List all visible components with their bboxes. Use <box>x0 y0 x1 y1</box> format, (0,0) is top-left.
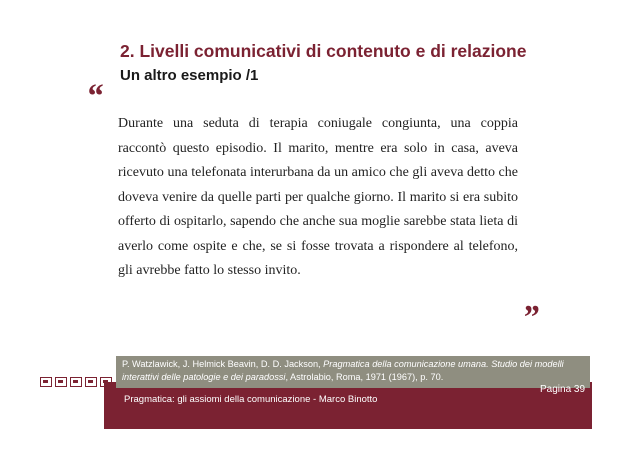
footer-course-title: Pragmatica: gli assiomi della comunicazione - Marco Binotto <box>124 394 378 405</box>
slide-subtitle: Un altro esempio /1 <box>120 67 259 84</box>
logo-glyph <box>40 377 52 387</box>
reference-publisher: , Astrolabio, Roma, 1971 (1967), p. 70. <box>285 372 444 382</box>
logo-icon <box>40 377 112 387</box>
logo-glyph <box>55 377 67 387</box>
logo-glyph <box>85 377 97 387</box>
slide-title: 2. Livelli comunicativi di contenuto e di relazione <box>120 41 527 61</box>
logo-glyph <box>70 377 82 387</box>
footer-band-left <box>0 382 104 429</box>
open-quote-icon: “ <box>86 78 103 115</box>
reference-title: Pragmatica della comunicazione umana. Studio dei modelli interattivi delle patologie e dei paradossi <box>122 359 564 382</box>
reference-authors: P. Watzlawick, J. Helmick Beavin, D. D. Jackson, <box>122 359 324 369</box>
page-number: Pagina 39 <box>540 384 586 395</box>
close-quote-icon: ” <box>522 299 539 336</box>
quote-body: Durante una seduta di terapia coniugale congiunta, una coppia raccontò questo episodio. Il marito, mentre era solo in casa, aveva ricevuto una telefonata interurbana da un amico che gli aveva detto che doveva venire da quelle parti per qualche giorno. Il marito si era subito offerto di ospitarlo, sapendo che anche sua moglie sarebbe stata lieta di averlo come ospite e che, se si fosse trovata a rispondere al telefono, gli avrebbe fatto lo stesso invito. <box>118 116 518 278</box>
logo-glyph <box>100 377 112 387</box>
footer-band <box>104 382 592 429</box>
reference-citation <box>116 356 590 388</box>
